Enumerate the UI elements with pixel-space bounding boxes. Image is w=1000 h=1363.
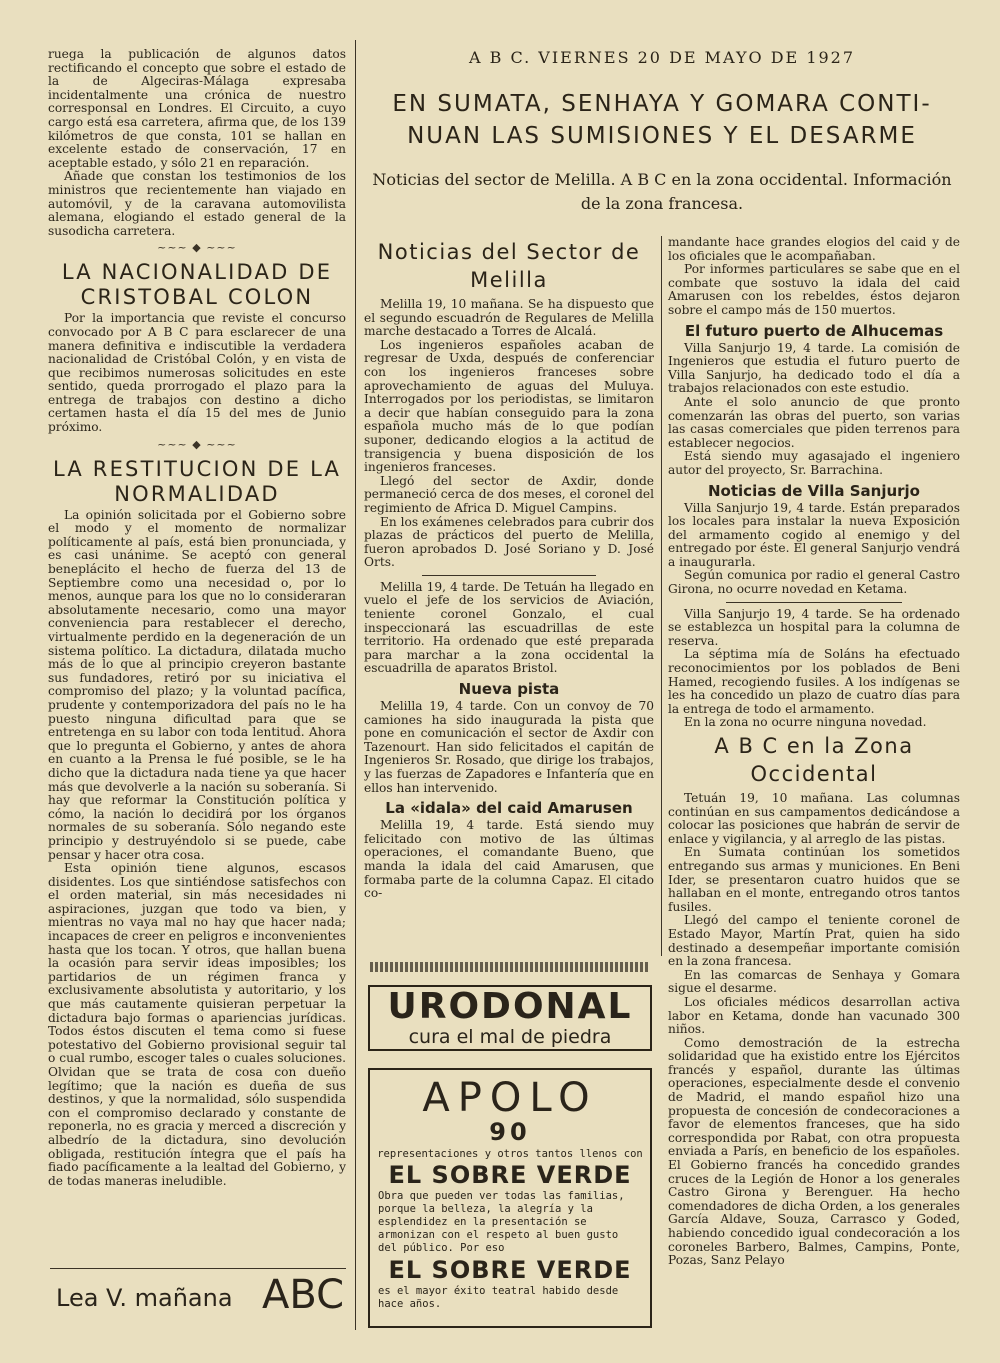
paragraph: Melilla 19, 4 tarde. Está siendo muy felicitado con motivo de las últimas operaciones, el comandante Bueno, que manda la idala del caid Amarusen, que formaba parte de la columna Capaz. El citado co-: [364, 818, 654, 901]
paragraph: Villa Sanjurjo 19, 4 tarde. Están preparados los locales para instalar la nueva Exposición del armamento cogido al enemigo y del entregado por éste. El general Sanjurjo vendrá a inaugurarla.: [668, 500, 960, 569]
paragraph: Tetuán 19, 10 mañana. Las columnas continúan en sus campamentos dedicándose a colocar las posiciones que habrán de servir de enlace y vigilancia, y al arreglo de las pistas.: [668, 791, 960, 846]
paragraph: En los exámenes celebrados para cubrir dos plazas de prácticos del puerto de Melilla, fueron aprobados D. José Soriano y D. José Orts.: [364, 514, 654, 570]
divider: [726, 602, 901, 603]
section-heading-zona-occidental: A B C en la Zona Occidental: [714, 734, 914, 786]
ad-body: Obra que pueden ver todas las familias, porque la belleza, la alegría y la esplendidez en la presentación se armonizan con el respeto al buen gusto del público. Por eso: [378, 1190, 625, 1254]
paragraph: Llegó del campo el teniente coronel de Estado Mayor, Martín Prat, quien ha sido destinado a desempeñar importante comisión en la zona francesa.: [668, 913, 960, 969]
ad-footer: es el mayor éxito teatral habido desde hace años.: [378, 1285, 619, 1310]
ornament: ~~~ ◆ ~~~: [157, 437, 237, 451]
footer-promo: [52, 1272, 347, 1324]
right-column: [668, 236, 960, 1268]
article-heading-normalidad: LA RESTITUCION DE LA NORMALIDAD: [52, 456, 342, 506]
paragraph: Está siendo muy agasajado el ingeniero autor del proyecto, Sr. Barrachina.: [668, 449, 960, 477]
divider: [422, 575, 596, 576]
ornament: ~~~ ◆ ~~~: [157, 241, 237, 255]
paragraph: mandante hace grandes elogios del caid y de los oficiales que le acompañaban.: [668, 235, 960, 263]
column-rule-left: [355, 40, 356, 1330]
middle-column: [364, 236, 654, 901]
paragraph: Añade que constan los testimonios de los ministros que recientemente han viajado en automóvil, y de la caravana automovilista alemana, elogiando el estado general de la susodicha carretera.: [48, 169, 346, 238]
paragraph: Melilla 19, 10 mañana. Se ha dispuesto que el segundo escuadrón de Regulares de Melilla marche destacado a Torres de Alcalá.: [364, 297, 654, 339]
ad-tagline: cura el mal de piedra: [408, 1026, 612, 1048]
paragraph: Por informes particulares se sabe que en el combate que sostuvo la idala del caid Amarusen con los rebeldes, éstos dejaron sobre el campo más de 150 muertos.: [668, 262, 960, 317]
paragraph: Ante el solo anuncio de que pronto comenzarán las obras del puerto, son varias las casas comerciales que piden terrenos para establecer negocios.: [668, 394, 960, 450]
paragraph: En las comarcas de Senhaya y Gomara sigue el desarme.: [668, 967, 960, 996]
subheading-villa-sanjurjo: Noticias de Villa Sanjurjo: [708, 481, 920, 500]
ad-show-title: EL SOBRE VERDE: [388, 1161, 632, 1189]
paragraph: Melilla 19, 4 tarde. Con un convoy de 70 camiones ha sido inaugurada la pista que pone en comunicación el sector de Axdir con Tazenourt. Han sido felicitados el capitán de Ingenieros Sr. Rosado, que dirige los trabajos, y las fuerzas de Zapadores e Infantería que en ellos han intervenido.: [364, 699, 654, 795]
subheading-nueva-pista: Nueva pista: [458, 680, 560, 699]
paragraph: Como demostración de la estrecha solidaridad que ha existido entre los Ejércitos francés y español, durante las últimas operaciones, especialmente desde el convenio de Madrid, el mando español hizo una propuesta de concesión de condecoraciones a favor de elementos franceses, que ha sido correspondida por Rabat, con otra propuesta enviada a París, en beneficio de los españoles. El Gobierno francés ha concedido grandes cruces de la Legión de Honor a los generales Castro Girona y Berenguer. Ha hecho comendadores de dicha Orden, a los generales García Aldave, Souza, Carrasco y Goded, habiendo concedido igual condecoración a los coroneles Barbero, Balmes, Campins, Ponte, Pozas, Sanz Pelayo: [668, 1035, 960, 1268]
divider: [50, 1268, 346, 1269]
left-column: [48, 48, 346, 1188]
paragraph: La séptima mía de Soláns ha efectuado reconocimientos por los poblados de Beni Hamed, recogiendo fusiles. A los indígenas se les ha concedido un plazo de cuatro días para la entrega de todo el armamento.: [668, 647, 960, 716]
paragraph: Por la importancia que reviste el concurso convocado por A B C para esclarecer de una manera definitiva e indiscutible la verdadera nacionalidad de Cristóbal Colón, y en vista de que recibimos numerosas solicitudes en este sentido, queda prorrogado el plazo para la entrega de trabajos con destino a dicho certamen hasta el día 15 del mes de Junio próximo.: [48, 311, 346, 435]
column-rule-right: [661, 236, 662, 956]
paragraph: Melilla 19, 4 tarde. De Tetuán ha llegado en vuelo el jefe de los servicios de Aviación, teniente coronel Gonzalo, el cual inspeccionará las escuadrillas de este territorio. Ha ordenado que esté preparada para marchar a la zona occidental la escuadrilla de aparatos Bristol.: [364, 579, 654, 676]
ad-number: 90: [489, 1118, 531, 1146]
paragraph: Esta opinión tiene algunos, escasos disidentes. Los que sintiéndose satisfechos con el orden material, sin más necesidades ni aspiraciones, juzgan que todo va bien, y mientras no vaya mal no hay que hacer nada; incapaces de creer en peligros e inconvenientes hasta que los tocan. Y otros, que hallan buena la ocasión para servir ideas imposibles; los partidarios de un régimen franca y exclusivamente absolutista y autoritario, y los que más cautamente quisieran perpetuar la dictadura bajo formas o apariencias jurídicas. Todos éstos discuten el tema como si fuese potestativo del Gobierno provisional seguir tal o cual rumbo, escoger tales o cuales soluciones. Olvidan que se trata de cosa con dueño legítimo; que la nación es dueña de sus destinos, y que la normalidad, sólo suspendida con el compromiso declarado y constante de reponerla, no es gracia y merced a discreción y albedrío de la dictadura, sino devolución obligada, restitución íntegra que el país ha fiado pacíficamente a la lealtad del Gobierno, y de todas maneras ineludible.: [48, 861, 346, 1188]
ad-brand: URODONAL: [387, 986, 633, 1027]
paragraph: Villa Sanjurjo 19, 4 tarde. La comisión de Ingenieros que estudia el futuro puerto de Villa Sanjurjo, ha dedicado todo el día a trabajos relacionados con este estudio.: [668, 340, 960, 396]
ad-show-title-2: EL SOBRE VERDE: [388, 1256, 632, 1284]
article-heading-colon: LA NACIONALIDAD DE CRISTOBAL COLON: [61, 260, 333, 310]
paragraph: Llegó del sector de Axdir, donde permaneció cerca de dos meses, el coronel del regimiento de Africa D. Miguel Campins.: [364, 473, 654, 515]
urodonal-ad: [368, 985, 652, 1051]
paragraph: Los oficiales médicos desarrollan activa labor en Ketama, donde han vacunado 300 niños.: [668, 994, 960, 1037]
paragraph: Según comunica por radio el general Castro Girona, no ocurre novedad en Ketama.: [668, 568, 960, 597]
ad-line: representaciones y otros tantos llenos con: [377, 1148, 643, 1160]
subheadline: Noticias del sector de Melilla. A B C en la zona occidental. Información de la zona francesa.: [372, 170, 952, 213]
main-headline: [364, 88, 960, 152]
paragraph: Villa Sanjurjo 19, 4 tarde. Se ha ordenado se establezca un hospital para la columna de reserva.: [668, 606, 960, 648]
paragraph: En Sumata continúan los sometidos entregando sus armas y municiones. En Beni Ider, se presentaron cuatro huidos que se hallaban en el monte, entregando otros tantos fusiles.: [668, 845, 960, 914]
apolo-ad: [368, 1068, 652, 1328]
paragraph: ruega la publicación de algunos datos rectificando el concepto que sobre el estado de la de Algeciras-Málaga expresaba incidentalmente una crónica de nuestro corresponsal en Londres. El Circuito, a cuyo cargo está esa carretera, afirma que, de los 139 kilómetros de que consta, 101 se hallan en excelente estado de conservación, 17 en aceptable estado, y sólo 21 en reparación.: [48, 47, 346, 170]
paragraph: La opinión solicitada por el Gobierno sobre el modo y el momento de normalizar políticamente al país, está bien pronunciada, y es casi unánime. Se aceptó con general beneplácito el hecho de fuerza del 13 de Septiembre como una necesidad o, por lo menos, aunque para los que no lo consideraran absolutamente necesario, como una mayor conveniencia para restablecer el derecho, virtualmente perdido en la degeneración de un sistema político. La dictadura, dilatada mucho más de lo que al principio creyeron bastante sus fundadores, retiró por su iniciativa el compromiso del plazo; y la voluntad pacífica, prudente y contemporizadora del país no le ha puesto ninguna dificultad para que se entretenga en su labor con toda lentitud. Ahora que lo pregunta el Gobierno, y antes de ahora en cuanto a la Prensa le fué posible, se le ha dicho que la dictadura nada tiene ya que hacer más que devolverle a la nación su soberanía. Si hay que reformar la Constitución política y cómo, la nación lo decidirá por los órganos normales de su soberanía. Sólo negando este principio y destruyéndolo si se puede, cabe pensar y hacer otra cosa.: [48, 507, 346, 862]
dateline: A B C. VIERNES 20 DE MAYO DE 1927: [468, 48, 856, 67]
headline-line-2: NUAN LAS SUMISIONES Y EL DESARME: [407, 123, 917, 149]
ad-theatre-name: APOLO: [422, 1075, 598, 1121]
subheading-idala: La «idala» del caid Amarusen: [385, 799, 633, 818]
paragraph: Los ingenieros españoles acaban de regresar de Uxda, después de conferenciar con los ingenieros franceses sobre aprovechamiento de aguas del Muluya. Interrogados por los periodistas, se limitaron a decir que habían conseguido para la zona española mucho más de lo que podían suponer, dedicando elogios a la actitud de transigencia y buena disposición de los ingenieros franceses.: [364, 337, 654, 475]
decorative-rule: [370, 962, 650, 972]
headline-line-1: EN SUMATA, SENHAYA Y GOMARA CONTI-: [392, 91, 932, 117]
subheading-alhucemas: El futuro puerto de Alhucemas: [684, 321, 944, 340]
abc-logo: ABC: [262, 1272, 345, 1318]
section-heading-melilla: Noticias del Sector de Melilla: [377, 240, 641, 292]
paragraph: En la zona no ocurre ninguna novedad.: [684, 715, 927, 730]
promo-text: Lea V. mañana: [56, 1284, 233, 1312]
